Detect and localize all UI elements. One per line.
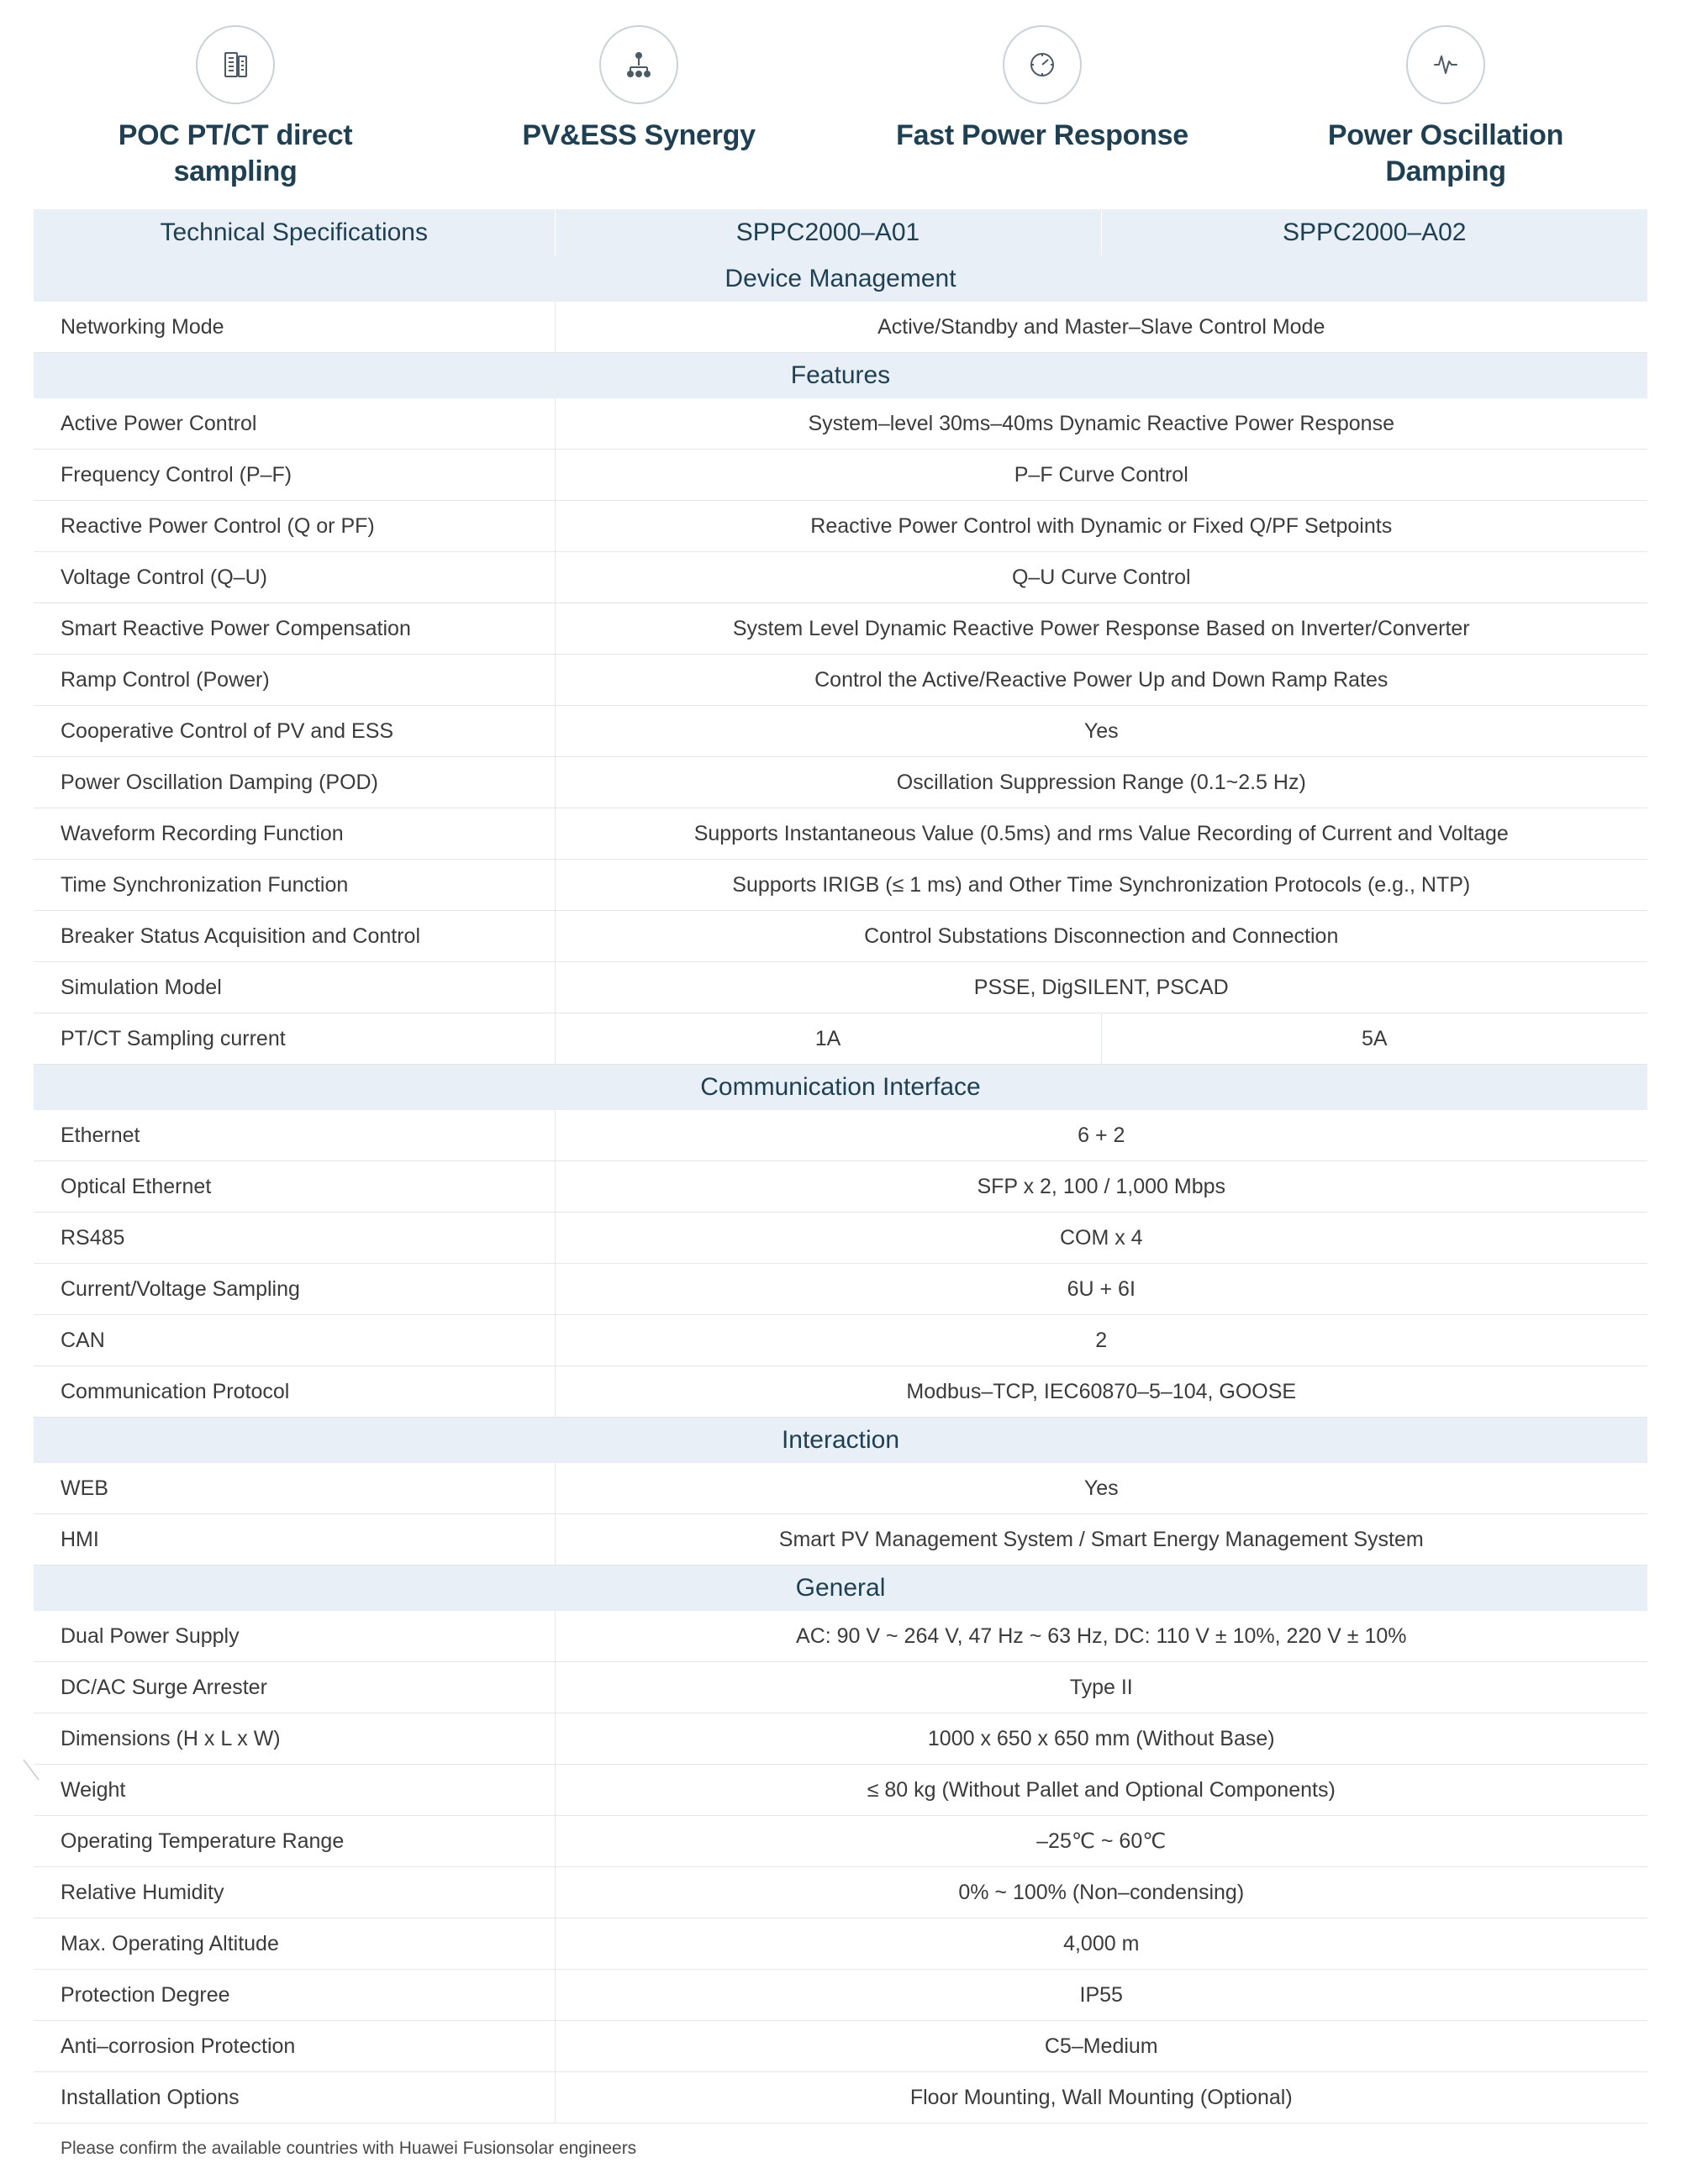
row-label: Power Oscillation Damping (POD) (34, 757, 555, 808)
row-value: System–level 30ms–40ms Dynamic Reactive Power Response (555, 398, 1647, 450)
section-header-features (34, 353, 1647, 399)
row-value: Floor Mounting, Wall Mounting (Optional) (555, 2072, 1647, 2123)
section-title: Communication Interface (34, 1065, 1647, 1111)
table-row (34, 1110, 1647, 1161)
row-label: Optical Ethernet (34, 1161, 555, 1213)
row-value: Reactive Power Control with Dynamic or Fixed Q/PF Setpoints (555, 501, 1647, 552)
feature-item-fast-power-response (840, 25, 1244, 154)
row-value: Yes (555, 1463, 1647, 1514)
table-row (34, 1315, 1647, 1366)
section-title: Features (34, 353, 1647, 399)
row-label: HMI (34, 1514, 555, 1566)
row-value: Q–U Curve Control (555, 552, 1647, 603)
row-value: ≤ 80 kg (Without Pallet and Optional Components) (555, 1765, 1647, 1816)
row-value: –25℃ ~ 60℃ (555, 1816, 1647, 1867)
row-label: Anti–corrosion Protection (34, 2021, 555, 2072)
row-label: PT/CT Sampling current (34, 1013, 555, 1065)
row-label: RS485 (34, 1213, 555, 1264)
row-value: Yes (555, 706, 1647, 757)
row-label: Relative Humidity (34, 1867, 555, 1918)
gauge-icon (1003, 25, 1082, 104)
table-row (34, 911, 1647, 962)
row-value: 4,000 m (555, 1918, 1647, 1970)
table-row (34, 603, 1647, 655)
row-value: P–F Curve Control (555, 450, 1647, 501)
table-row (34, 1213, 1647, 1264)
row-label: Dual Power Supply (34, 1611, 555, 1662)
table-row (34, 1013, 1647, 1065)
table-row (34, 706, 1647, 757)
row-label: Communication Protocol (34, 1366, 555, 1418)
header-model-a01: SPPC2000–A01 (555, 209, 1101, 256)
row-label: Protection Degree (34, 1970, 555, 2021)
table-row (34, 1161, 1647, 1213)
row-label: Networking Mode (34, 302, 555, 353)
table-row (34, 860, 1647, 911)
row-value: Smart PV Management System / Smart Energy Management System (555, 1514, 1647, 1566)
table-row (34, 808, 1647, 860)
row-value: Type II (555, 1662, 1647, 1713)
table-row (34, 450, 1647, 501)
feature-item-power-oscillation-damping (1244, 25, 1647, 189)
header-spec-label: Technical Specifications (34, 209, 555, 256)
section-title: Device Management (34, 256, 1647, 302)
row-value: Control the Active/Reactive Power Up and Down Ramp Rates (555, 655, 1647, 706)
table-row (34, 398, 1647, 450)
table-row (34, 1463, 1647, 1514)
table-row (34, 655, 1647, 706)
row-value: 6U + 6I (555, 1264, 1647, 1315)
row-label: Frequency Control (P–F) (34, 450, 555, 501)
table-row (34, 1918, 1647, 1970)
row-label: Time Synchronization Function (34, 860, 555, 911)
row-value: AC: 90 V ~ 264 V, 47 Hz ~ 63 Hz, DC: 110 V ± 10%, 220 V ± 10% (555, 1611, 1647, 1662)
feature-title: Fast Power Response (896, 119, 1188, 151)
row-label: Dimensions (H x L x W) (34, 1713, 555, 1765)
section-header-communication-interface (34, 1065, 1647, 1111)
row-value: 6 + 2 (555, 1110, 1647, 1161)
feature-title: Power Oscillation Damping (1327, 119, 1564, 187)
technical-specifications-table (34, 209, 1647, 2123)
row-label: DC/AC Surge Arrester (34, 1662, 555, 1713)
table-row (34, 1366, 1647, 1418)
row-label: Ethernet (34, 1110, 555, 1161)
row-value: COM x 4 (555, 1213, 1647, 1264)
table-row (34, 552, 1647, 603)
table-row (34, 501, 1647, 552)
header-model-a02: SPPC2000–A02 (1101, 209, 1647, 256)
row-label: Weight (34, 1765, 555, 1816)
section-header-interaction (34, 1418, 1647, 1464)
row-value: 2 (555, 1315, 1647, 1366)
table-header-row (34, 209, 1647, 256)
row-label: Simulation Model (34, 962, 555, 1013)
table-row (34, 1816, 1647, 1867)
table-row (34, 1611, 1647, 1662)
row-label: Reactive Power Control (Q or PF) (34, 501, 555, 552)
feature-title: POC PT/CT direct sampling (118, 119, 353, 187)
table-row (34, 1713, 1647, 1765)
row-label: Ramp Control (Power) (34, 655, 555, 706)
table-row (34, 757, 1647, 808)
row-value: Active/Standby and Master–Slave Control Mode (555, 302, 1647, 353)
table-row (34, 1867, 1647, 1918)
section-header-general (34, 1566, 1647, 1612)
row-value: PSSE, DigSILENT, PSCAD (555, 962, 1647, 1013)
section-title: Interaction (34, 1418, 1647, 1464)
row-label: Current/Voltage Sampling (34, 1264, 555, 1315)
section-title: General (34, 1566, 1647, 1612)
row-label: Waveform Recording Function (34, 808, 555, 860)
feature-highlights (34, 0, 1647, 197)
table-row (34, 1514, 1647, 1566)
footnote: Please confirm the available countries with Huawei Fusionsolar engineers (61, 2139, 637, 2158)
building-sampling-icon (196, 25, 275, 104)
row-label: CAN (34, 1315, 555, 1366)
row-value: SFP x 2, 100 / 1,000 Mbps (555, 1161, 1647, 1213)
row-label: Breaker Status Acquisition and Control (34, 911, 555, 962)
row-value: Control Substations Disconnection and Connection (555, 911, 1647, 962)
row-label: Smart Reactive Power Compensation (34, 603, 555, 655)
row-value: IP55 (555, 1970, 1647, 2021)
feature-item-poc-sampling (34, 25, 437, 189)
network-nodes-icon (599, 25, 678, 104)
row-value: Supports Instantaneous Value (0.5ms) and rms Value Recording of Current and Voltage (555, 808, 1647, 860)
section-header-device-management (34, 256, 1647, 302)
waveform-pulse-icon (1406, 25, 1485, 104)
row-value: Oscillation Suppression Range (0.1~2.5 Hz) (555, 757, 1647, 808)
table-row (34, 962, 1647, 1013)
row-value: 0% ~ 100% (Non–condensing) (555, 1867, 1647, 1918)
feature-title: PV&ESS Synergy (522, 119, 756, 151)
row-value: C5–Medium (555, 2021, 1647, 2072)
row-value-a02: 5A (1101, 1013, 1647, 1065)
table-row (34, 1264, 1647, 1315)
row-label: WEB (34, 1463, 555, 1514)
row-value-a01: 1A (555, 1013, 1101, 1065)
row-label: Active Power Control (34, 398, 555, 450)
feature-item-pv-ess-synergy (437, 25, 840, 154)
table-row (34, 1765, 1647, 1816)
row-value: Supports IRIGB (≤ 1 ms) and Other Time Synchronization Protocols (e.g., NTP) (555, 860, 1647, 911)
table-row (34, 1970, 1647, 2021)
row-value: 1000 x 650 x 650 mm (Without Base) (555, 1713, 1647, 1765)
row-label: Voltage Control (Q–U) (34, 552, 555, 603)
table-row (34, 302, 1647, 353)
row-value: System Level Dynamic Reactive Power Response Based on Inverter/Converter (555, 603, 1647, 655)
row-label: Cooperative Control of PV and ESS (34, 706, 555, 757)
row-value: Modbus–TCP, IEC60870–5–104, GOOSE (555, 1366, 1647, 1418)
row-label: Installation Options (34, 2072, 555, 2123)
table-row (34, 1662, 1647, 1713)
table-row (34, 2021, 1647, 2072)
row-label: Max. Operating Altitude (34, 1918, 555, 1970)
row-label: Operating Temperature Range (34, 1816, 555, 1867)
table-row (34, 2072, 1647, 2123)
